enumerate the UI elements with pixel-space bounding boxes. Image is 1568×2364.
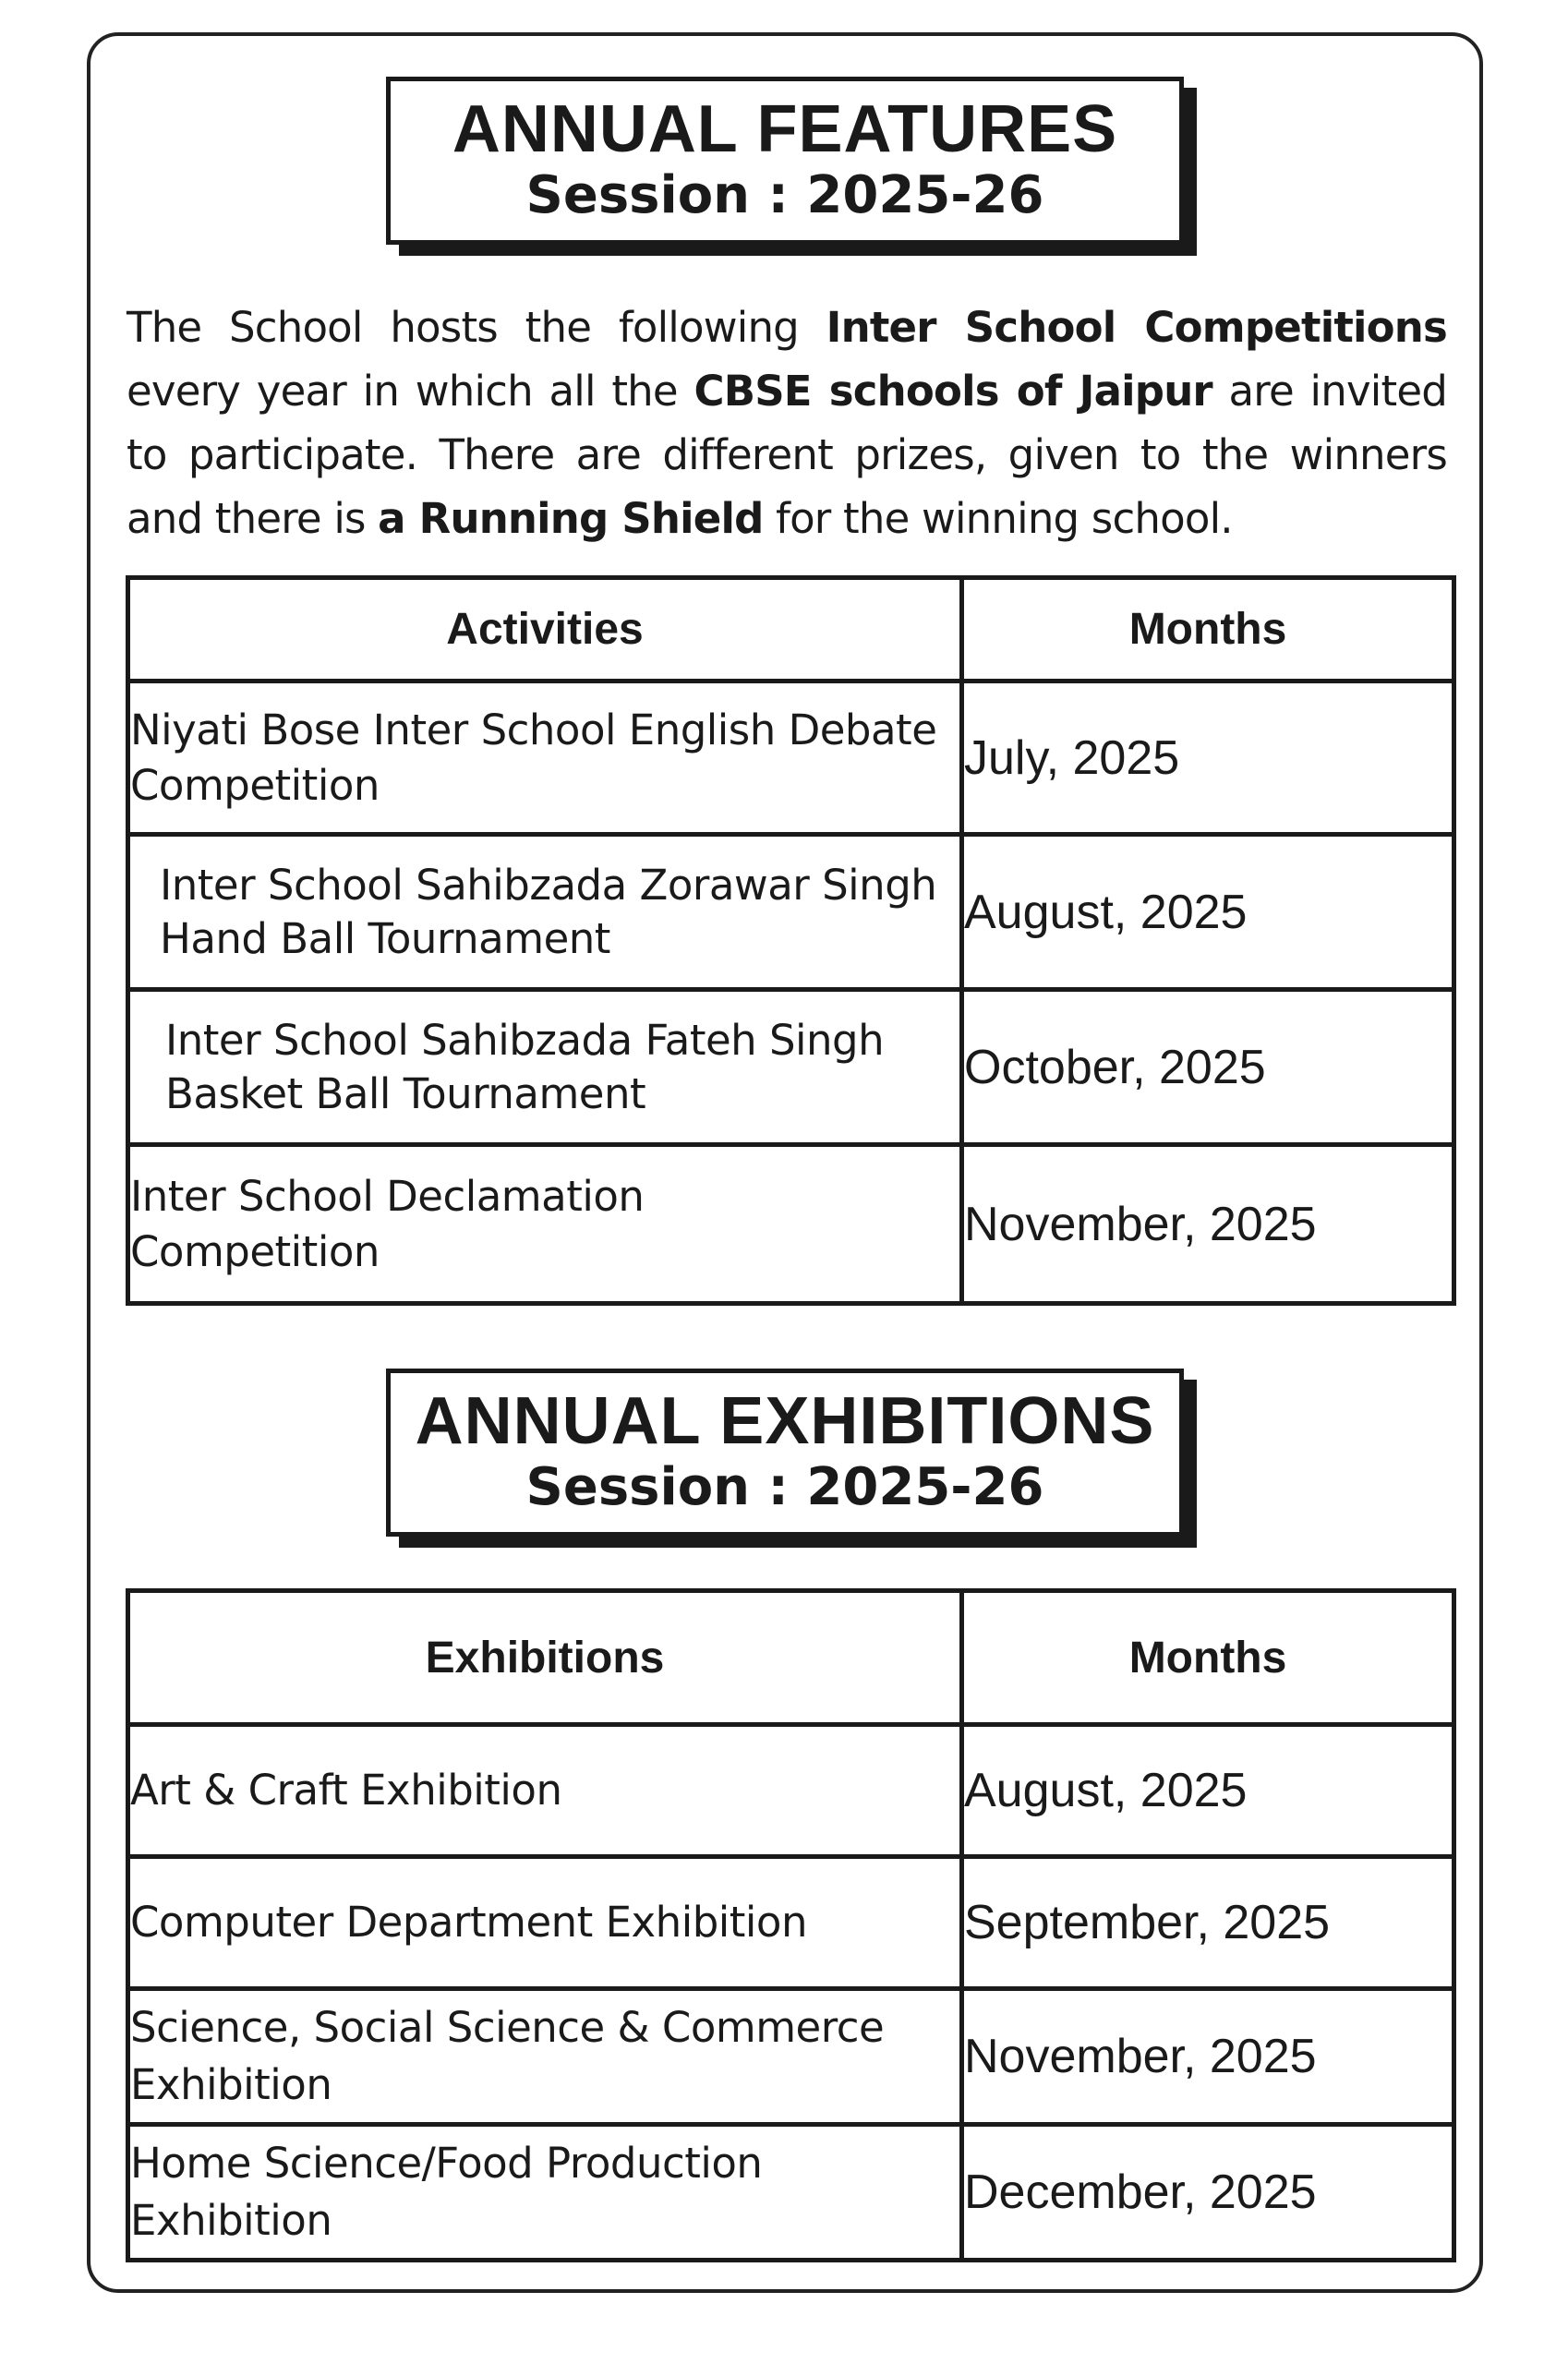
intro-text-2: every year in which all the bbox=[127, 367, 694, 416]
table-row bbox=[128, 1725, 1454, 1857]
exhibitions-session: Session : 2025-26 bbox=[525, 1457, 1044, 1517]
intro-text-4: for the winning school. bbox=[763, 494, 1233, 543]
exhibition-cell: Computer Department Exhibition bbox=[128, 1857, 962, 1989]
month-cell: July, 2025 bbox=[962, 681, 1454, 835]
table-row bbox=[128, 1857, 1454, 1989]
activity-cell: Inter School Declamation Competition bbox=[128, 1145, 962, 1304]
months-header: Months bbox=[962, 578, 1454, 681]
exhibitions-header: Exhibitions bbox=[128, 1591, 962, 1725]
exhibition-cell: Science, Social Science & Commerce Exhibition bbox=[128, 1989, 962, 2125]
activity-cell: Inter School Sahibzada Zorawar Singh Hand Ball Tournament bbox=[128, 835, 962, 990]
features-title: ANNUAL FEATURES bbox=[452, 92, 1118, 166]
table-row bbox=[128, 835, 1454, 990]
table-row bbox=[128, 1145, 1454, 1304]
intro-text-3: are invited to participate. There are different prizes, given to the winners and there is bbox=[127, 367, 1447, 543]
month-cell: September, 2025 bbox=[962, 1857, 1454, 1989]
features-title-box bbox=[386, 77, 1184, 245]
features-session: Session : 2025-26 bbox=[525, 165, 1044, 225]
month-cell: November, 2025 bbox=[962, 1145, 1454, 1304]
activity-cell: Inter School Sahibzada Fateh Singh Basket Ball Tournament bbox=[128, 990, 962, 1145]
intro-text-1: The School hosts the following bbox=[127, 303, 826, 352]
table-row bbox=[128, 990, 1454, 1145]
intro-bold-1: Inter School Competitions bbox=[826, 303, 1448, 352]
exhibition-cell: Home Science/Food Production Exhibition bbox=[128, 2125, 962, 2261]
month-cell: August, 2025 bbox=[962, 1725, 1454, 1857]
intro-bold-2: CBSE schools of Jaipur bbox=[694, 367, 1212, 416]
month-cell: December, 2025 bbox=[962, 2125, 1454, 2261]
activity-cell: Niyati Bose Inter School English Debate Competition bbox=[128, 681, 962, 835]
features-intro bbox=[127, 296, 1447, 550]
activities-header: Activities bbox=[128, 578, 962, 681]
exhibitions-title-box bbox=[386, 1369, 1184, 1537]
exhibition-cell: Art & Craft Exhibition bbox=[128, 1725, 962, 1857]
exhibitions-title: ANNUAL EXHIBITIONS bbox=[415, 1384, 1155, 1458]
activities-table bbox=[126, 575, 1456, 1306]
table-header-row bbox=[128, 578, 1454, 681]
table-row bbox=[128, 1989, 1454, 2125]
table-header-row bbox=[128, 1591, 1454, 1725]
month-cell: November, 2025 bbox=[962, 1989, 1454, 2125]
table-row bbox=[128, 2125, 1454, 2261]
exhibitions-table bbox=[126, 1588, 1456, 2262]
month-cell: October, 2025 bbox=[962, 990, 1454, 1145]
months-header: Months bbox=[962, 1591, 1454, 1725]
month-cell: August, 2025 bbox=[962, 835, 1454, 990]
table-row bbox=[128, 681, 1454, 835]
intro-bold-3: a Running Shield bbox=[378, 494, 764, 543]
